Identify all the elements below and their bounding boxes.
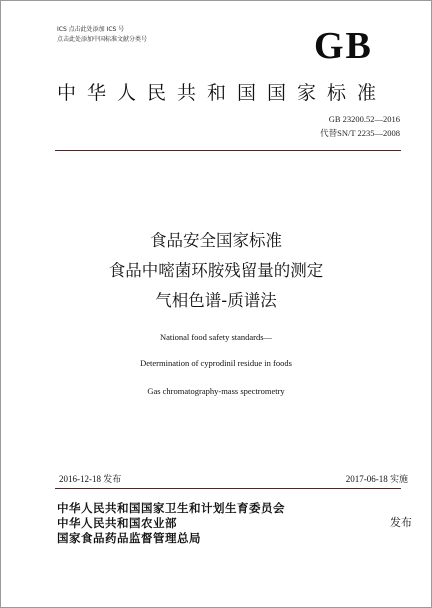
classification-number-placeholder: 点击此处添加中国标准文献分类号 (57, 36, 148, 43)
issuer-food-drug-administration: 国家食品药品监督管理总局 (57, 531, 201, 545)
gb-logo: GB (314, 25, 373, 67)
en-title-line-2: Determination of cyprodinil residue in foods (140, 358, 292, 368)
en-title-line-3: Gas chromatography-mass spectrometry (147, 386, 285, 396)
footer-divider (55, 488, 401, 489)
issuer-agriculture-ministry: 中华人民共和国农业部 (57, 516, 177, 530)
cn-title-line-3: 气相色谱-质谱法 (155, 291, 277, 310)
en-title-line-1: National food safety standards— (159, 332, 273, 342)
replaces-standard: 代替SN/T 2235—2008 (320, 128, 400, 138)
cn-title-line-1: 食品安全国家标准 (150, 231, 282, 250)
header-divider (55, 150, 401, 151)
standard-number: GB 23200.52—2016 (328, 114, 400, 124)
publish-label: 发布 (390, 516, 412, 529)
issuer-health-commission: 中华人民共和国国家卫生和计划生育委员会 (57, 501, 285, 515)
cn-title-line-2: 食品中嘧菌环胺残留量的测定 (108, 261, 324, 280)
effective-date: 2017-06-18 实施 (345, 474, 408, 484)
issue-date: 2016-12-18 发布 (59, 474, 122, 484)
national-standard-title: 中华人民共和国国家标准 (57, 82, 388, 104)
ics-number-placeholder: ICS 点击此处添加 ICS 号 (57, 26, 125, 33)
